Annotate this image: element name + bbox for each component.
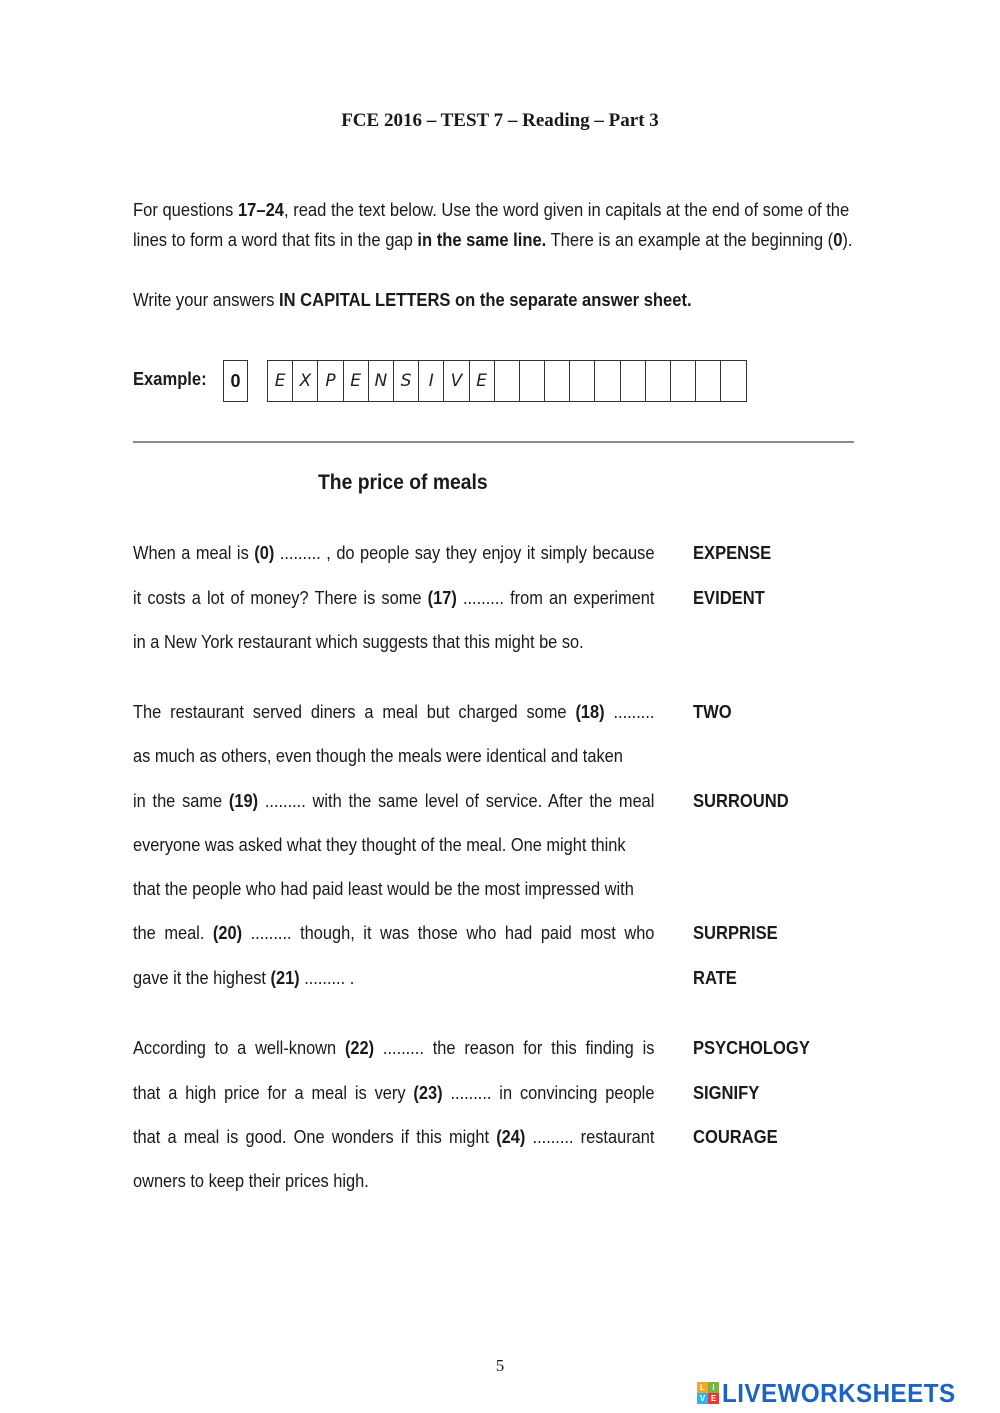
answer-cell	[671, 360, 696, 402]
gap-number: (17)	[427, 588, 457, 608]
passage-line: that a meal is good. One wonders if this might (24) ......... restaurant	[133, 1127, 655, 1147]
passage-line: When a meal is (0) ......... , do people say they enjoy it simply because	[133, 543, 655, 563]
passage-line: as much as others, even though the meals were identical and taken	[133, 746, 623, 766]
passage-line: that a high price for a meal is very (23) ......... in convincing people	[133, 1083, 655, 1103]
answer-cell	[696, 360, 721, 402]
answer-cell: P	[318, 360, 343, 402]
answer-cell: I	[419, 360, 444, 402]
answer-cell	[520, 360, 545, 402]
example-label: Example:	[133, 369, 207, 389]
gap-number: (21)	[270, 968, 300, 988]
passage-line: in the same (19) ......... with the same level of service. After the meal	[133, 791, 655, 811]
example-number-box: 0	[223, 360, 248, 402]
instructions-line-3: Write your answers IN CAPITAL LETTERS on the separate answer sheet.	[133, 290, 692, 310]
stem-word: SURROUND	[693, 791, 789, 811]
page-title: FCE 2016 – TEST 7 – Reading – Part 3	[341, 110, 659, 131]
passage-line: owners to keep their prices high.	[133, 1171, 369, 1191]
instructions-line-2: lines to form a word that fits in the gap in the same line. There is an example at the beginning (0).	[133, 230, 853, 250]
gap-number: (19)	[228, 791, 259, 811]
gap-number: (22)	[344, 1038, 375, 1058]
answer-cell	[621, 360, 646, 402]
page-number: 5	[495, 1356, 505, 1375]
gap-number: (23)	[413, 1083, 443, 1103]
passage-line: in a New York restaurant which suggests that this might be so.	[133, 632, 584, 652]
stem-word: PSYCHOLOGY	[693, 1038, 810, 1058]
answer-cell: E	[268, 360, 293, 402]
liveworksheets-logo-icon: L I V E	[697, 1382, 719, 1404]
gap-number: (24)	[496, 1127, 526, 1147]
passage-line: that the people who had paid least would be the most impressed with	[133, 879, 634, 899]
passage-line: According to a well-known (22) ......... the reason for this finding is	[133, 1038, 655, 1058]
answer-cell: S	[394, 360, 419, 402]
answer-cell	[570, 360, 595, 402]
answer-cell: X	[293, 360, 318, 402]
stem-word: EXPENSE	[693, 543, 772, 563]
liveworksheets-brand	[697, 1378, 973, 1408]
answer-cell: E	[344, 360, 369, 402]
passage-title: The price of meals	[318, 471, 488, 494]
stem-word: EVIDENT	[693, 588, 765, 608]
passage-line: the meal. (20) ......... though, it was those who had paid most who	[133, 923, 655, 943]
passage-line: gave it the highest (21) ......... .	[133, 968, 355, 988]
stem-word: TWO	[693, 702, 732, 722]
passage-line: it costs a lot of money? There is some (17) ......... from an experiment	[133, 588, 655, 608]
answer-cell: E	[470, 360, 495, 402]
brand-text: LIVEWORKSHEETS	[722, 1377, 956, 1408]
stem-word: COURAGE	[693, 1127, 778, 1147]
gap-number: (0)	[254, 543, 275, 563]
divider	[133, 441, 854, 443]
answer-cell	[545, 360, 570, 402]
gap-number: (18)	[575, 702, 605, 722]
answer-cell	[721, 360, 746, 402]
passage-line: The restaurant served diners a meal but charged some (18) .........	[133, 702, 655, 722]
stem-word: RATE	[693, 968, 737, 988]
passage-line: everyone was asked what they thought of the meal. One might think	[133, 835, 626, 855]
stem-word: SIGNIFY	[693, 1083, 760, 1103]
answer-cell	[646, 360, 671, 402]
stem-word: SURPRISE	[693, 923, 778, 943]
answer-cell	[595, 360, 620, 402]
instructions-line-1: For questions 17–24, read the text below. Use the word given in capitals at the end of some of the	[133, 200, 850, 220]
answer-cell: N	[369, 360, 394, 402]
answer-cell	[495, 360, 520, 402]
answer-cell: V	[444, 360, 469, 402]
gap-number: (20)	[212, 923, 243, 943]
example-answer-grid	[267, 360, 747, 402]
